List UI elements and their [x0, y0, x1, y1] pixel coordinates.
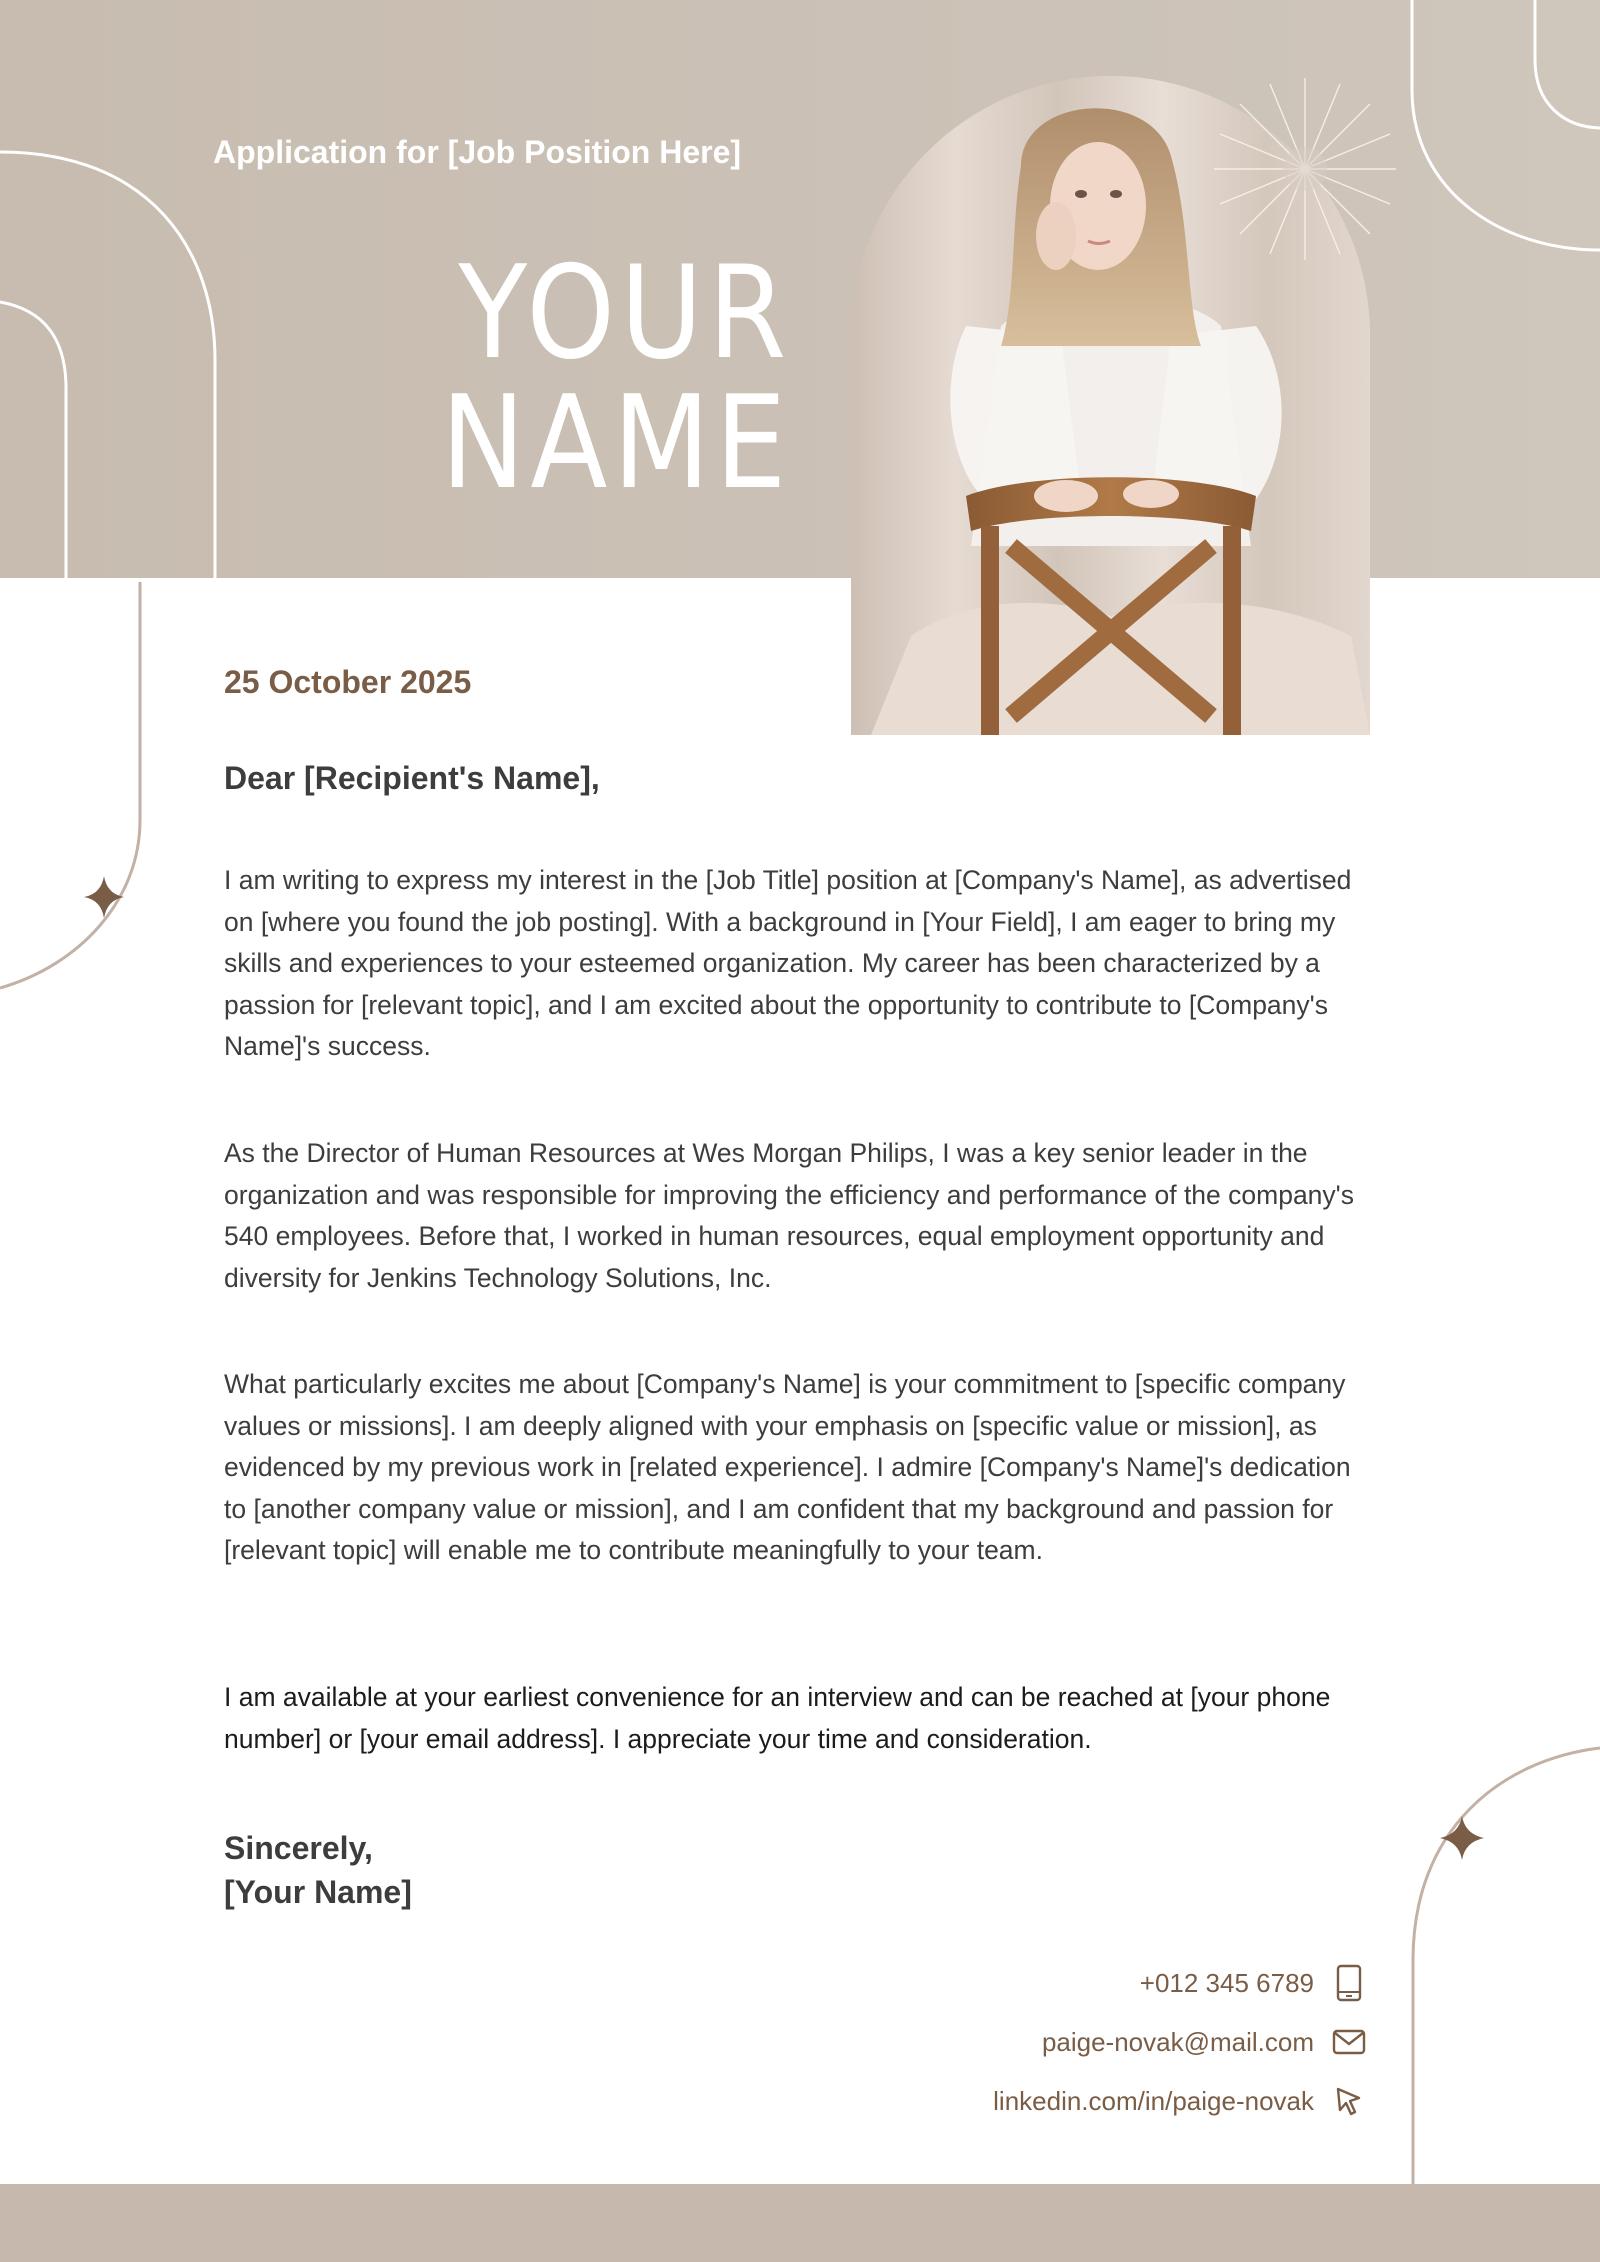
paragraph-motivation: What particularly excites me about [Company's Name] is your commitment to [specific company values or missions]. I am deeply aligned with your emphasis on [specific value or mission], as evidenced by my previous work in [related experience]. I admire [Company's Name]'s dedication to [another company value or mission], and I am confident that my background and passion for [relevant topic] will enable me to contribute meaningfully to your team.: [224, 1369, 1351, 1566]
cursor-icon: [1332, 2082, 1366, 2120]
contact-email: [1042, 2022, 1366, 2062]
email-address[interactable]: paige-novak@mail.com: [1041, 2026, 1314, 2057]
paragraph-experience: As the Director of Human Resources at Wes Morgan Philips, I was a key senior leader in the organization and was responsible for improving the efficiency and performance of the company's 540 employees. Before that, I worked in human resources, equal employment opportunity and diversity for Jenkins Technology Solutions, Inc.: [224, 1138, 1354, 1293]
closing: Sincerely,: [224, 1830, 373, 1866]
star-right-icon: [1440, 1816, 1484, 1860]
applicant-name-last: NAME: [441, 369, 792, 518]
body-arc-left: [0, 582, 140, 988]
salutation: Dear [Recipient's Name],: [224, 760, 600, 796]
header-arch-right-inner: [1535, 0, 1600, 128]
linkedin-url[interactable]: linkedin.com/in/paige-novak: [993, 2085, 1314, 2116]
letter-date: 25 October 2025: [224, 664, 472, 700]
star-left-icon: [84, 876, 124, 918]
body-arch-right: [1413, 1748, 1600, 2184]
applicant-name-first: YOUR: [458, 239, 792, 388]
signature-name: [Your Name]: [224, 1874, 412, 1910]
job-position-heading: Application for [Job Position Here]: [213, 134, 742, 170]
contact-linkedin: [993, 2081, 1366, 2121]
paragraph-availability: I am available at your earliest convenience for an interview and can be reached at [your phone number] or [your email address]. I appreciate your time and consideration.: [224, 1682, 1331, 1754]
envelope-icon: [1332, 2023, 1366, 2061]
header-arch-left-outer: [0, 152, 215, 578]
sparkle-burst-icon: [1210, 74, 1400, 264]
header-arch-right-outer: [1412, 0, 1600, 250]
sign-off: [224, 1826, 412, 1914]
phone-number[interactable]: +012 345 6789: [1139, 1967, 1314, 1998]
contact-phone: [1140, 1963, 1366, 2003]
header-arch-left-inner: [0, 302, 66, 578]
phone-icon: [1332, 1964, 1366, 2002]
paragraph-introduction: I am writing to express my interest in the [Job Title] position at [Company's Name], as advertised on [where you found the job posting]. With a background in [Your Field], I am eager to bring my skills and experiences to your esteemed organization. My career has been characterized by a passion for [relevant topic], and I am excited about the opportunity to contribute to [Company's Name]'s success.: [224, 865, 1352, 1062]
